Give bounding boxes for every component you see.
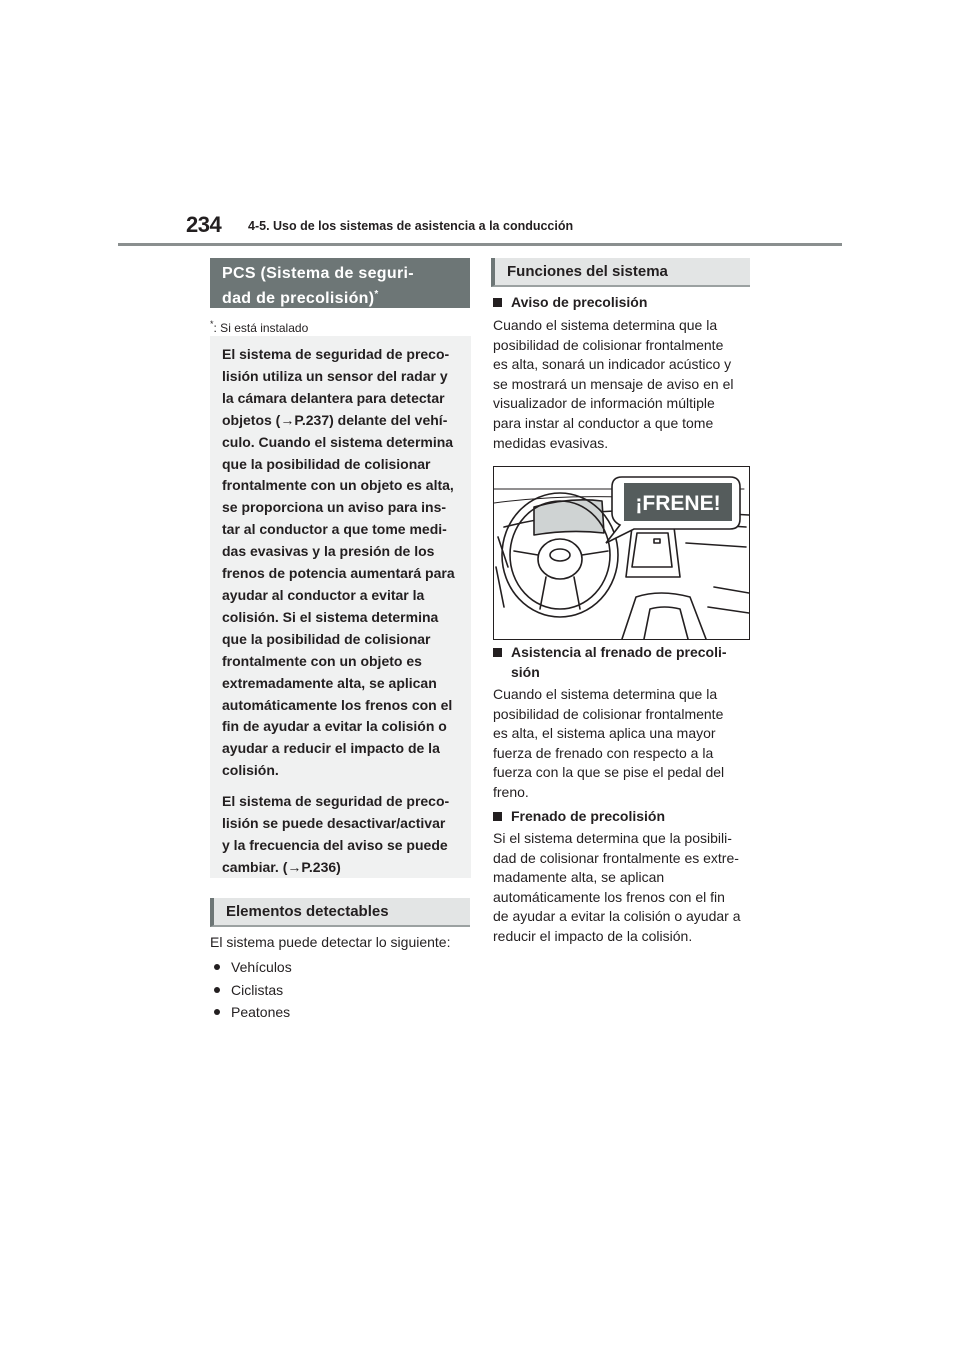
- detectables-heading: Elementos detectables: [210, 898, 470, 927]
- intro-line: lisión utiliza un sensor del radar y: [222, 367, 448, 384]
- detectable-item: [212, 956, 292, 979]
- intro-line: das evasivas y la presión de los: [222, 543, 435, 560]
- detectables-list: [212, 956, 292, 1024]
- intro-line: se proporciona un aviso para ins-: [222, 499, 447, 516]
- intro-line: cambiar. (→P.236): [222, 858, 341, 875]
- intro-line: que la posibilidad de colisionar: [222, 455, 431, 472]
- brake-assist-line: posibilidad de colisionar frontalmente: [493, 705, 724, 722]
- intro-line: que la posibilidad de colisionar: [222, 630, 431, 647]
- page-number: 234: [186, 212, 222, 237]
- intro-line: tar al conductor a que tome medi-: [222, 521, 447, 538]
- brake-warning-illustration: [493, 466, 750, 640]
- pre-braking-line: de ayudar a evitar la colisión o ayudar a: [493, 908, 741, 925]
- header-rule: [118, 243, 842, 246]
- brake-assist-line: fuerza con la que se pise el pedal del: [493, 764, 725, 781]
- pcs-heading-line1: PCS (Sistema de seguri-: [222, 265, 414, 282]
- warning-title: [493, 293, 647, 313]
- frene-message: ¡FRENE!: [635, 492, 721, 515]
- brake-assist-text: [493, 685, 724, 803]
- intro-line: extremadamente alta, se aplican: [222, 674, 437, 691]
- square-bullet-icon: [493, 812, 502, 821]
- pre-braking-line: madamente alta, se aplican: [493, 869, 665, 886]
- pre-braking-title: [493, 807, 665, 827]
- detectable-item: [212, 1001, 292, 1024]
- intro-paragraph-1: [222, 344, 459, 782]
- intro-line: colisión. Si el sistema determina: [222, 608, 439, 625]
- pcs-heading-marker: *: [374, 289, 379, 300]
- warning-line: es alta, sonará un indicador acústico y: [493, 356, 732, 373]
- pcs-heading-line2: dad de precolisión): [222, 290, 375, 307]
- intro-line: El sistema de seguridad de preco-: [222, 793, 450, 810]
- warning-line: se mostrará un mensaje de aviso en el: [493, 375, 734, 392]
- pre-braking-text: [493, 829, 740, 947]
- brake-assist-title: [493, 643, 727, 682]
- pre-braking-line: dad de colisionar frontalmente es extre-: [493, 849, 739, 866]
- detectable-item: [212, 979, 292, 1002]
- intro-line: ayudar al conductor a evitar la: [222, 586, 425, 603]
- intro-line: frenos de potencia aumentará para: [222, 565, 455, 582]
- warning-line: visualizador de información múltiple: [493, 395, 715, 412]
- intro-line: lisión se puede desactivar/activar: [222, 815, 446, 832]
- intro-line: y la frecuencia del aviso se puede: [222, 836, 448, 853]
- intro-paragraph-2: [222, 791, 459, 879]
- warning-line: medidas evasivas.: [493, 434, 609, 451]
- intro-line: El sistema de seguridad de preco-: [222, 346, 450, 362]
- pre-braking-line: Si el sistema determina que la posibili-: [493, 830, 732, 846]
- warning-line: para instar al conductor a que tome: [493, 414, 714, 431]
- intro-line: culo. Cuando el sistema determina: [222, 433, 454, 450]
- warning-text: [493, 316, 733, 453]
- brake-assist-line: Cuando el sistema determina que la: [493, 686, 718, 702]
- brake-assist-title-line2: sión: [511, 663, 540, 680]
- intro-line: ayudar a reducir el impacto de la: [222, 740, 440, 757]
- steering-wheel-dashboard-drawing: [494, 467, 749, 639]
- footnote-marker: *: [210, 319, 214, 329]
- intro-line: frontalmente con un objeto es: [222, 652, 422, 669]
- functions-heading: Funciones del sistema: [491, 258, 750, 287]
- bullet-dot-icon: [214, 964, 220, 970]
- pre-braking-line: reducir el impacto de la colisión.: [493, 927, 693, 944]
- intro-line: frontalmente con un objeto es alta,: [222, 477, 454, 494]
- brake-assist-title-line1: Asistencia al frenado de precoli-: [511, 644, 727, 660]
- brake-assist-line: es alta, el sistema aplica una mayor: [493, 725, 716, 742]
- footnote-text: : Si está instalado: [213, 321, 309, 335]
- warning-line: posibilidad de colisionar frontalmente: [493, 336, 724, 353]
- footnote: [210, 319, 308, 335]
- detectable-item-label: Peatones: [231, 1004, 291, 1021]
- warning-title-text: Aviso de precolisión: [511, 294, 648, 310]
- brake-assist-line: freno.: [493, 783, 529, 800]
- intro-line: objetos (→P.237) delante del vehí-: [222, 411, 448, 428]
- pre-braking-title-text: Frenado de precolisión: [511, 808, 666, 824]
- intro-line: la cámara delantera para detectar: [222, 389, 445, 406]
- section-title: 4-5. Uso de los sistemas de asistencia a la conducción: [248, 219, 574, 233]
- detectable-item-label: Ciclistas: [231, 981, 284, 998]
- pcs-heading: [210, 258, 470, 308]
- intro-box: [210, 336, 471, 878]
- pre-braking-line: automáticamente los frenos con el fin: [493, 888, 725, 905]
- square-bullet-icon: [493, 648, 502, 657]
- bullet-dot-icon: [214, 1009, 220, 1015]
- bullet-dot-icon: [214, 987, 220, 993]
- detectables-intro: El sistema puede detectar lo siguiente:: [210, 934, 451, 950]
- brake-assist-line: fuerza de frenado con respecto a la: [493, 744, 714, 761]
- intro-line: fin de ayudar a evitar la colisión o: [222, 718, 447, 735]
- intro-line: colisión.: [222, 762, 279, 779]
- detectable-item-label: Vehículos: [231, 959, 292, 976]
- warning-line: Cuando el sistema determina que la: [493, 317, 718, 333]
- pcs-heading-line2-wrap: [222, 284, 458, 309]
- intro-line: automáticamente los frenos con el: [222, 696, 453, 713]
- square-bullet-icon: [493, 298, 502, 307]
